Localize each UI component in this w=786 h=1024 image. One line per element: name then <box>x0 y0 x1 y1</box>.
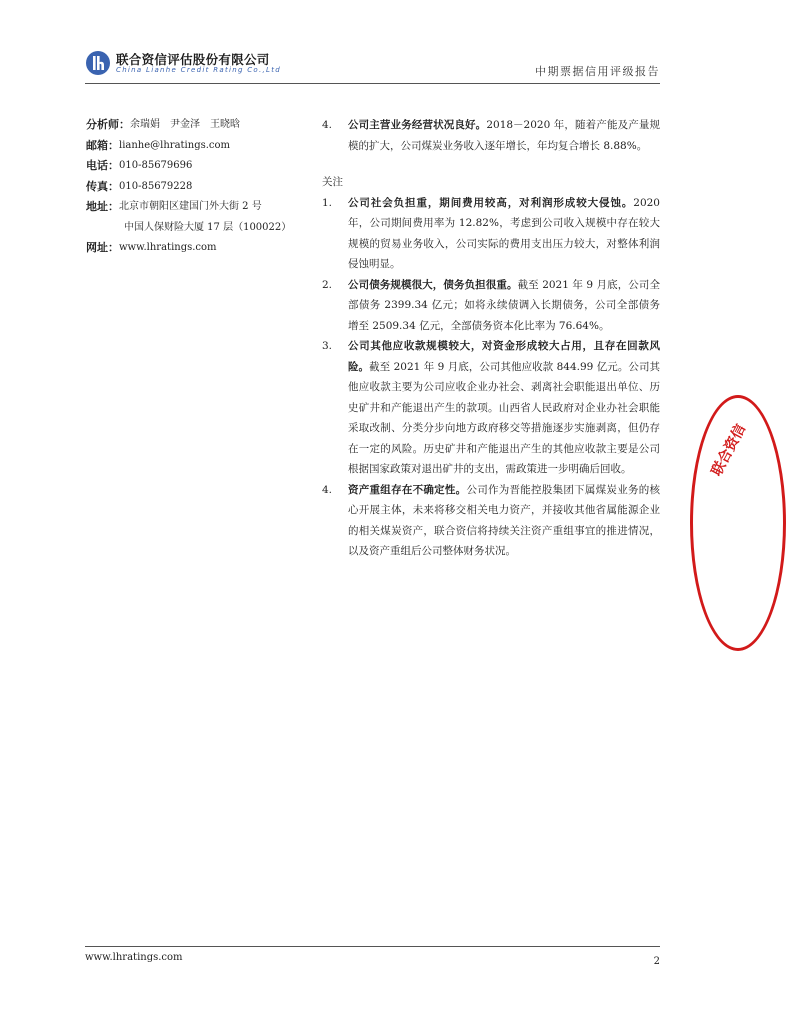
address-label: 地址： <box>86 200 119 213</box>
fax-label: 传真： <box>86 179 119 193</box>
company-name-cn: 联合资信评估股份有限公司 <box>116 52 270 67</box>
analyst-value: 余瑞娟 尹金泽 王晓晗 <box>130 119 240 130</box>
item-text: 公司作为晋能控股集团下属煤炭业务的核心开展主体，未来将移交相关电力资产，并接收其他省属能源企业的相关煤炭资产，联合资信将持续关注资产重组事宜的推进情况，以及资产重组后公司整体财务状况。 <box>348 483 661 557</box>
website-label: 网址： <box>86 241 119 254</box>
item-number: 2. <box>322 278 333 291</box>
main-content <box>322 115 660 562</box>
item-number: 4. <box>322 483 333 496</box>
page-header <box>85 48 660 84</box>
item-body <box>348 193 660 275</box>
footer-url[interactable]: www.lhratings.com <box>85 952 183 963</box>
address-line2: 中国人保财险大厦 17 层（100022） <box>124 221 292 233</box>
strength-item-4 <box>322 115 660 156</box>
contact-block <box>86 115 306 259</box>
email-label: 邮箱： <box>86 138 119 152</box>
website-value[interactable]: www.lhratings.com <box>119 242 217 253</box>
concern-item <box>322 480 660 562</box>
phone-row <box>86 156 306 177</box>
address-row <box>86 197 306 218</box>
header-divider <box>85 83 660 84</box>
website-row <box>86 238 306 259</box>
document-title: 中期票据信用评级报告 <box>535 65 660 78</box>
item-number: 4. <box>322 119 333 131</box>
item-heading: 公司主营业务经营状况良好。 <box>348 119 487 131</box>
page-number: 2 <box>653 956 660 967</box>
fax-row <box>86 177 306 198</box>
fax-value: 010-85679228 <box>119 180 193 192</box>
item-text: 截至 2021 年 9 月底，公司全部债务 2399.34 亿元；如将永续债调入长期债务，公司全部债务增至 2509.34 亿元，全部债务资本化比率为 76.64%。 <box>348 278 660 332</box>
lianhe-logo-icon <box>85 50 111 76</box>
item-body <box>348 336 660 480</box>
item-heading: 公司社会负担重，期间费用较高，对利润形成较大侵蚀。 <box>348 196 634 209</box>
item-body <box>348 480 660 562</box>
concern-item <box>322 275 660 337</box>
address-line1: 北京市朝阳区建国门外大街 2 号 <box>119 201 262 212</box>
item-text: 2020 年，公司期间费用率为 12.82%，考虑到公司收入规模中存在较大规模的贸易业务收入，公司实际的费用支出压力较大，对整体利润侵蚀明显。 <box>348 196 660 270</box>
item-body <box>348 275 660 337</box>
item-text: 截至 2021 年 9 月底，公司其他应收款 844.99 亿元。公司其他应收款主要为公司应收企业办社会、剥离社会职能退出单位、历史矿井和产能退出产生的款项。山西省人民政府对企业办社会职能采取改制、分类分步向地方政府移交等措施逐步实施剥离，但仍存在一定的风险。历史矿井和产能退出产生的其他应收款主要是公司根据国家政策对退出矿井的支出，需政策进一步明确后回收。 <box>348 360 661 475</box>
analyst-row <box>86 115 306 136</box>
phone-label: 电话： <box>86 159 119 172</box>
email-row <box>86 136 306 157</box>
email-value[interactable]: lianhe@lhratings.com <box>119 139 231 151</box>
concern-item <box>322 336 660 480</box>
item-heading: 公司其他应收款规模较大，对资金形成较大占用，且存在回款风险。 <box>348 340 660 373</box>
item-heading: 资产重组存在不确定性。 <box>348 483 467 496</box>
concern-item <box>322 193 660 275</box>
stamp-text: 联合资信 <box>708 421 750 479</box>
footer-divider <box>85 946 660 947</box>
company-name-en: China Lianhe Credit Rating Co.,Ltd <box>116 66 282 74</box>
phone-value: 010-85679696 <box>119 160 193 171</box>
analyst-label: 分析师： <box>86 118 130 131</box>
item-number: 1. <box>322 196 333 209</box>
item-number: 3. <box>322 340 333 352</box>
item-body <box>348 115 660 156</box>
item-text: 2018－2020 年，随着产能及产量规模的扩大，公司煤炭业务收入逐年增长，年均复合增长 8.88%。 <box>348 119 661 152</box>
seal-stamp <box>690 395 786 651</box>
item-heading: 公司债务规模很大，债务负担很重。 <box>348 278 518 291</box>
concerns-heading: 关注 <box>322 176 343 188</box>
